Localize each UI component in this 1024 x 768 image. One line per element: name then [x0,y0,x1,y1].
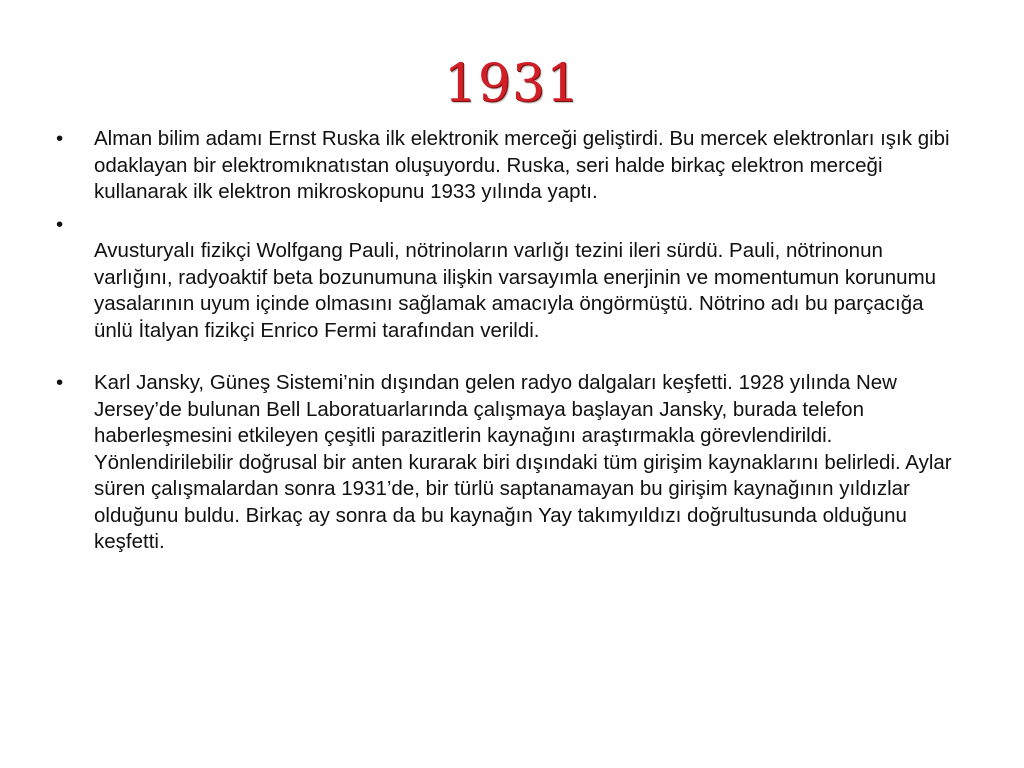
bullet-item-jansky [56,370,966,556]
slide-title: 1931 [443,54,581,114]
bullet-text: Alman bilim adamı Ernst Ruska ilk elektronik merceği geliştirdi. Bu mercek elektronları ışık gibi odaklayan bir elektromıknatıstan oluşuyordu. Ruska, seri halde birkaç elektron merceği kullanarak ilk elektron mikroskopunu 1933 yılında yaptı. [94,127,950,203]
bullet-icon: • [56,127,64,150]
bullet-icon: • [56,212,64,236]
slide-content [56,126,966,556]
bullet-text: Avusturyalı fizikçi Wolfgang Pauli, nötrinoların varlığı tezini ileri sürdü. Pauli, nötrinonun varlığını, radyoaktif beta bozunumuna ilişkin varsayımla enerjinin ve momentumun korunumu yasalarının uyum içinde olmasını sağlamak amacıyla öngörmüştü. Nötrino adı bu parçacığa ünlü İtalyan fizikçi Enrico Fermi tarafından verildi. [94,239,937,342]
bullet-icon: • [56,371,64,394]
bullet-item-ruska [56,126,966,206]
bullet-text: Karl Jansky, Güneş Sistemi’nin dışından gelen radyo dalgaları keşfetti. 1928 yılında New Jersey’de bulunan Bell Laboratuarlarında çalışmaya başlayan Jansky, burada telefon haberleşmesini etkileyen çeşitli parazitlerin kaynağını araştırmakla görevlendirildi. Yönlendirilebilir doğrusal bir anten kurarak biri dışındaki tüm girişim kaynaklarını belirledi. Aylar süren çalışmalardan sonra 1931’de, bir türlü saptanamayan bu girişim kaynağının yıldızlar olduğunu buldu. Birkaç ay sonra da bu kaynağın Yay takımyıldızı doğrultusunda olduğunu keşfetti. [94,371,952,553]
bullet-item-pauli [56,212,966,345]
